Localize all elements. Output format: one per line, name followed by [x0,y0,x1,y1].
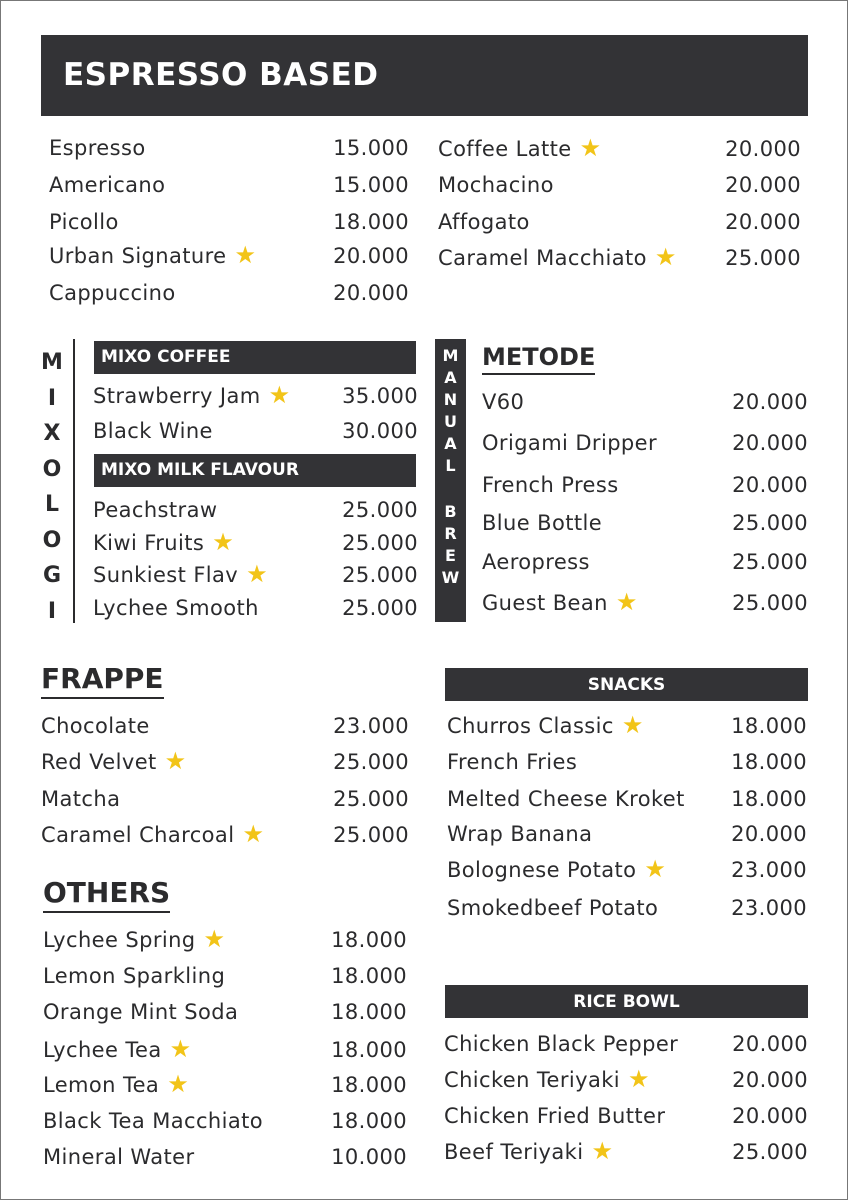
star-icon: ★ [654,243,677,271]
frappe-heading [41,662,164,699]
menu-item [444,1067,650,1093]
snacks-title: SNACKS [587,675,666,695]
menu-item [49,209,119,235]
star-icon: ★ [169,1035,192,1063]
menu-item [438,172,554,198]
item-name: Orange Mint Soda [43,1000,239,1024]
item-name: Wrap Banana [447,822,593,846]
item-name: Blue Bottle [482,511,603,535]
item-name: Aeropress [482,550,590,574]
menu-item [447,749,577,775]
item-price: 35.000 [342,384,418,408]
mixologi-vertical-label [41,345,63,629]
vertical-letter: L [445,456,456,475]
menu-item [49,243,256,269]
vertical-letter: N [443,390,458,409]
item-price: 18.000 [331,928,407,952]
item-price: 18.000 [331,1109,407,1133]
vertical-letter: M [442,346,459,365]
menu-item [41,713,150,739]
menu-item [93,562,268,588]
item-price: 23.000 [731,896,807,920]
menu-item [93,530,234,556]
item-name: Picollo [49,210,119,234]
item-name: Coffee Latte [438,137,572,161]
item-price: 18.000 [331,1000,407,1024]
star-icon: ★ [268,381,291,409]
item-name: Lychee Spring [43,928,196,952]
star-icon: ★ [164,747,187,775]
mixo-coffee-title: MIXO COFFEE [101,347,231,367]
star-icon: ★ [246,560,269,588]
vertical-letter: O [42,456,62,482]
item-name: Lemon Sparkling [43,964,226,988]
star-icon: ★ [615,588,638,616]
item-price: 25.000 [333,750,409,774]
vertical-letter: I [47,385,57,411]
menu-item [93,383,291,409]
item-price: 18.000 [731,714,807,738]
metode-heading [482,343,595,375]
item-price: 25.000 [333,823,409,847]
item-price: 18.000 [731,787,807,811]
item-price: 25.000 [732,511,808,535]
item-name: Caramel Charcoal [41,823,235,847]
menu-item [93,418,213,444]
item-price: 20.000 [732,431,808,455]
menu-item [43,1037,192,1063]
vertical-letter: I [47,598,57,624]
star-icon: ★ [234,241,257,269]
others-heading [43,876,170,913]
mixologi-divider [73,339,75,623]
item-price: 18.000 [731,750,807,774]
item-name: Mochacino [438,173,554,197]
item-name: Americano [49,173,166,197]
item-price: 18.000 [331,1073,407,1097]
manual-brew-vertical-label [435,345,466,589]
item-price: 18.000 [331,1038,407,1062]
item-name: Mineral Water [43,1145,195,1169]
item-price: 10.000 [331,1145,407,1169]
menu-item [43,927,225,953]
menu-item [482,430,657,456]
item-price: 20.000 [732,390,808,414]
item-name: Red Velvet [41,750,157,774]
item-price: 25.000 [732,1140,808,1164]
vertical-letter: W [441,568,460,587]
item-name: Guest Bean [482,591,608,615]
menu-item [438,136,602,162]
item-price: 20.000 [732,1032,808,1056]
menu-item [43,1144,194,1170]
menu-item [41,786,120,812]
item-name: Lemon Tea [43,1073,160,1097]
menu-item [482,510,602,536]
espresso-banner [41,35,808,116]
menu-item [444,1139,613,1165]
menu-item [93,595,259,621]
item-price: 23.000 [333,714,409,738]
vertical-letter: X [43,421,61,446]
item-price: 18.000 [333,210,409,234]
item-name: Churros Classic [447,714,614,738]
menu-item [447,786,685,812]
item-price: 20.000 [732,473,808,497]
vertical-letters [443,345,459,477]
menu-item [49,280,176,306]
item-name: Affogato [438,210,530,234]
menu-item [447,857,666,883]
menu-item [43,999,238,1025]
menu-item [444,1031,678,1057]
menu-item [93,497,217,523]
item-name: Lychee Smooth [93,596,259,620]
vertical-letter: E [445,546,456,565]
vertical-letters [41,345,63,629]
menu-item [49,135,146,161]
menu-item [41,822,264,848]
menu-item [482,389,524,415]
star-icon: ★ [167,1070,190,1098]
item-name: Origami Dripper [482,431,658,455]
item-price: 20.000 [333,244,409,268]
menu-item [482,472,619,498]
item-name: Strawberry Jam [93,384,261,408]
vertical-letter: O [42,527,62,553]
menu-item [482,549,590,575]
vertical-letters [442,501,460,589]
espresso-title: ESPRESSO BASED [63,57,379,93]
item-name: Espresso [49,136,146,160]
menu-item [444,1103,665,1129]
item-name: Chocolate [41,714,150,738]
item-name: Melted Cheese Kroket [447,787,685,811]
item-price: 25.000 [342,531,418,555]
menu-item [438,209,530,235]
item-name: Lychee Tea [43,1038,162,1062]
vertical-letter: U [443,412,457,431]
item-price: 25.000 [342,596,418,620]
item-name: Caramel Macchiato [438,246,647,270]
snacks-bar [445,668,808,701]
vertical-letter: A [444,368,457,387]
metode-title: METODE [482,343,596,371]
mixo-coffee-bar [94,341,416,374]
rice-bowl-bar [445,985,808,1018]
item-name: Chicken Teriyaki [444,1068,621,1092]
item-price: 25.000 [342,563,418,587]
item-price: 15.000 [333,136,409,160]
menu-item [447,713,644,739]
star-icon: ★ [591,1137,614,1165]
star-icon: ★ [203,925,226,953]
item-name: Peachstraw [93,498,218,522]
item-price: 20.000 [333,281,409,305]
item-name: Chicken Black Pepper [444,1032,679,1056]
star-icon: ★ [644,855,667,883]
item-price: 20.000 [725,173,801,197]
item-name: V60 [482,390,525,414]
star-icon: ★ [242,820,265,848]
star-icon: ★ [212,528,235,556]
star-icon: ★ [628,1065,650,1093]
item-price: 15.000 [333,173,409,197]
item-name: Beef Teriyaki [444,1140,584,1164]
vertical-letter: R [444,524,457,543]
item-price: 25.000 [732,591,808,615]
item-price: 23.000 [731,858,807,882]
item-price: 18.000 [331,964,407,988]
menu-item [447,895,658,921]
item-name: Kiwi Fruits [93,531,205,555]
mixo-milk-bar [94,454,416,487]
item-price: 20.000 [732,1104,808,1128]
item-price: 20.000 [731,822,807,846]
item-price: 20.000 [725,137,801,161]
item-name: Black Tea Macchiato [43,1109,263,1133]
menu-item [447,821,592,847]
item-name: Cappuccino [49,281,176,305]
menu-item [43,963,225,989]
menu-item [438,245,677,271]
item-price: 25.000 [725,246,801,270]
frappe-title: FRAPPE [41,662,164,695]
item-name: Urban Signature [49,244,227,268]
item-name: Matcha [41,787,121,811]
item-name: French Fries [447,750,578,774]
rice-bowl-title: RICE BOWL [573,992,680,1012]
vertical-letter: L [44,492,60,517]
star-icon: ★ [579,134,602,162]
vertical-letter: M [41,350,63,375]
item-price: 25.000 [333,787,409,811]
item-name: French Press [482,473,619,497]
item-name: Bolognese Potato [447,858,637,882]
menu-item [43,1072,189,1098]
item-price: 20.000 [725,210,801,234]
vertical-letter: A [444,434,457,453]
item-price: 25.000 [732,550,808,574]
item-price: 30.000 [342,419,418,443]
item-price: 25.000 [342,498,418,522]
menu-item [482,590,638,616]
menu-item [43,1108,263,1134]
vertical-letter: B [444,502,457,521]
item-name: Sunkiest Flav [93,563,239,587]
item-name: Black Wine [93,419,213,443]
item-name: Chicken Fried Butter [444,1104,666,1128]
vertical-letter: G [42,563,62,588]
mixo-milk-title: MIXO MILK FLAVOUR [101,460,299,480]
star-icon: ★ [621,711,644,739]
item-name: Smokedbeef Potato [447,896,659,920]
menu-item [49,172,165,198]
item-price: 20.000 [732,1068,808,1092]
menu-item [41,749,187,775]
others-title: OTHERS [43,876,171,909]
